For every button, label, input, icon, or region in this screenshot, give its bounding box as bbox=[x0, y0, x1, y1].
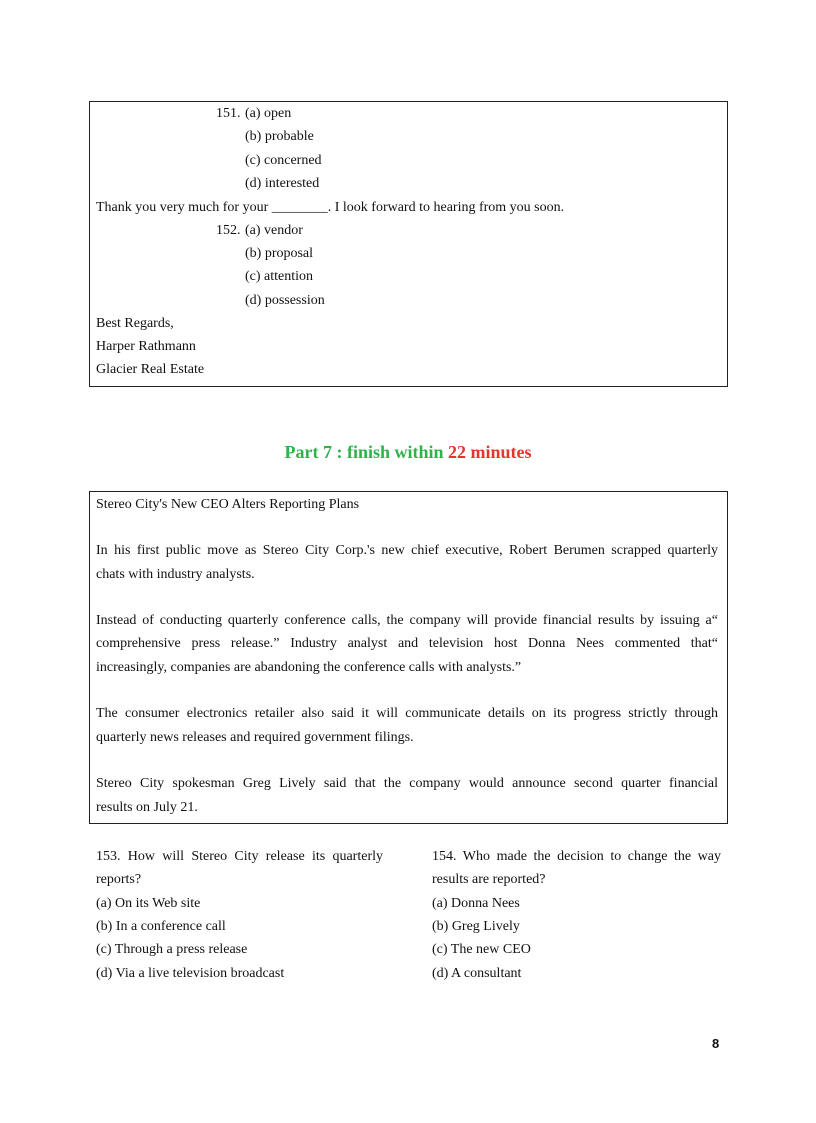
article-p4-line2: results on July 21. bbox=[96, 800, 198, 815]
q151-option-d: (d) interested bbox=[245, 176, 320, 191]
q154-option-a: (a) Donna Nees bbox=[432, 896, 520, 911]
article-p3-line2: quarterly news releases and required government filings. bbox=[96, 730, 414, 745]
q151-number: 151. bbox=[216, 106, 241, 121]
part7-heading bbox=[0, 441, 816, 463]
q154-option-c: (c) The new CEO bbox=[432, 942, 531, 957]
q152-option-a: (a) vendor bbox=[245, 223, 303, 238]
q153-option-c: (c) Through a press release bbox=[96, 942, 248, 957]
letter-sender-company: Glacier Real Estate bbox=[96, 362, 205, 377]
q152-option-b: (b) proposal bbox=[245, 246, 314, 261]
article-p3-line1: The consumer electronics retailer also said it will communicate details on its progress strictly through bbox=[96, 706, 718, 721]
q153-option-b: (b) In a conference call bbox=[96, 919, 226, 934]
q153-stem-line1: 153. How will Stereo City release its quarterly bbox=[96, 849, 383, 864]
article-p1-line2: chats with industry analysts. bbox=[96, 567, 255, 582]
q151-option-c: (c) concerned bbox=[245, 153, 322, 168]
article-p2-line1: Instead of conducting quarterly conference calls, the company will provide financial results by issuing a“ bbox=[96, 613, 718, 628]
q154-option-b: (b) Greg Lively bbox=[432, 919, 520, 934]
q152-option-d: (d) possession bbox=[245, 293, 325, 308]
q152-option-c: (c) attention bbox=[245, 269, 314, 284]
letter-thanks-line: Thank you very much for your ________. I look forward to hearing from you soon. bbox=[96, 200, 565, 215]
q152-number: 152. bbox=[216, 223, 241, 238]
letter-closing: Best Regards, bbox=[96, 316, 174, 331]
article-p2-line2: comprehensive press release.” Industry analyst and television host Donna Nees commented that“ bbox=[96, 636, 718, 651]
article-p4-line1: Stereo City spokesman Greg Lively said that the company would announce second quarter financial bbox=[96, 776, 718, 791]
q153-option-a: (a) On its Web site bbox=[96, 896, 201, 911]
q154-option-d: (d) A consultant bbox=[432, 966, 522, 981]
article-p1-line1: In his first public move as Stereo City Corp.'s new chief executive, Robert Berumen scrapped quarterly bbox=[96, 543, 718, 558]
q154-stem-line2: results are reported? bbox=[432, 872, 546, 887]
page-number: 8 bbox=[712, 1036, 720, 1051]
q154-stem-line1: 154. Who made the decision to change the way bbox=[432, 849, 721, 864]
part7-heading-time: 22 minutes bbox=[448, 442, 532, 462]
q151-option-b: (b) probable bbox=[245, 129, 314, 144]
letter-sender-name: Harper Rathmann bbox=[96, 339, 196, 354]
part7-heading-prefix: Part 7 : finish within bbox=[284, 442, 448, 462]
article-title: Stereo City's New CEO Alters Reporting Plans bbox=[96, 497, 360, 512]
article-p2-line3: increasingly, companies are abandoning the conference calls with analysts.” bbox=[96, 660, 522, 675]
q153-option-d: (d) Via a live television broadcast bbox=[96, 966, 285, 981]
q153-stem-line2: reports? bbox=[96, 872, 142, 887]
q151-option-a: (a) open bbox=[245, 106, 292, 121]
